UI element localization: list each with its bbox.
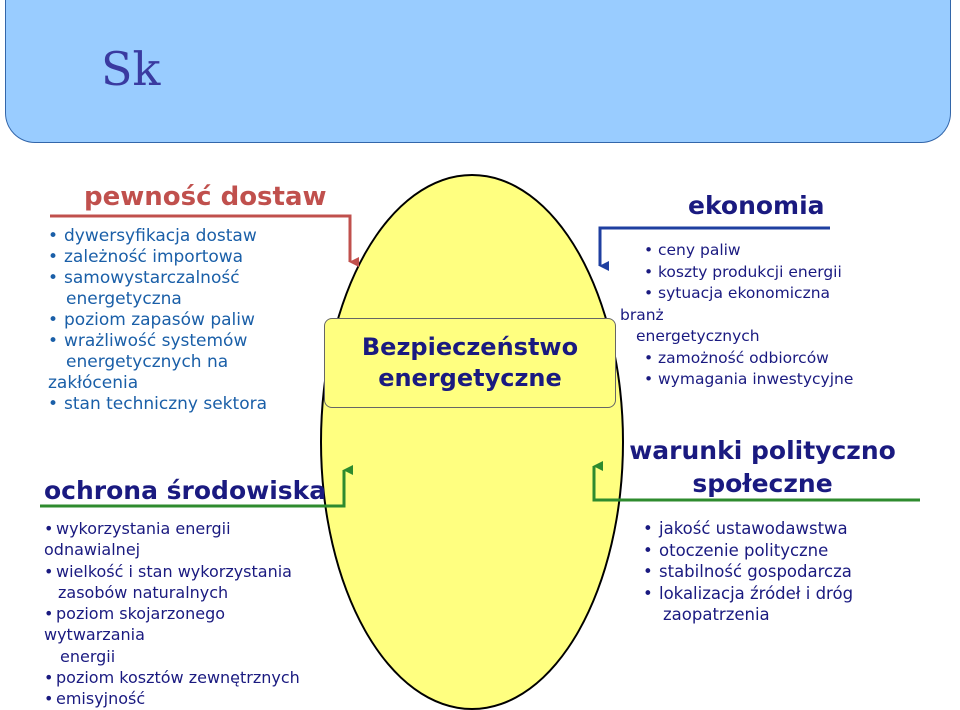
list-item: • zależność importowa: [48, 247, 244, 267]
list-ekonomia: [620, 240, 854, 391]
center-label: Bezpieczeństwo energetyczne: [324, 318, 616, 408]
list-item: • emisyjność: [44, 689, 146, 709]
list-item: • ceny paliw: [644, 241, 741, 259]
list-item: • lokalizacja źródeł i dróg zaopatrzenia: [643, 583, 854, 624]
list-item: • wrażliwość systemów energetycznych na zakłócenia: [48, 331, 248, 393]
heading-pewnosc-dostaw: pewność dostaw: [84, 182, 327, 212]
list-ochrona-srodowiska: [44, 518, 300, 710]
list-warunki-polityczno-spoleczne: [643, 518, 853, 626]
list-item: • jakość ustawodawstwa: [643, 519, 848, 538]
list-item: • dywersyfikacja dostaw: [48, 226, 257, 246]
list-pewnosc-dostaw: [48, 226, 267, 415]
list-item: • stabilność gospodarcza: [643, 562, 852, 581]
list-item: • sytuacja ekonomiczna branż energetycznych: [620, 284, 831, 345]
list-item: • poziom zapasów paliw: [48, 310, 255, 330]
list-item: • poziom kosztów zewnętrznych: [44, 668, 300, 688]
page-title: Sk: [101, 42, 161, 96]
list-item: • stan techniczny sektora: [48, 394, 268, 414]
list-item: • otoczenie polityczne: [643, 540, 829, 560]
heading-warunki-polityczno-spoleczne: warunki polityczno społeczne: [629, 436, 896, 498]
list-item: • zamożność odbiorców: [644, 348, 829, 367]
list-item: • wykorzystania energii odnawialnej: [44, 519, 231, 560]
list-item: • koszty produkcji energii: [644, 262, 842, 281]
heading-ochrona-srodowiska: ochrona środowiska: [44, 476, 327, 505]
heading-ekonomia: ekonomia: [688, 191, 825, 220]
list-item: • poziom skojarzonego wytwarzania energii: [44, 604, 226, 666]
list-item: • wielkość i stan wykorzystania zasobów naturalnych: [44, 561, 292, 602]
list-item: • samowystarczalność energetyczna: [48, 268, 240, 309]
list-item: • wymagania inwestycyjne: [644, 370, 854, 388]
